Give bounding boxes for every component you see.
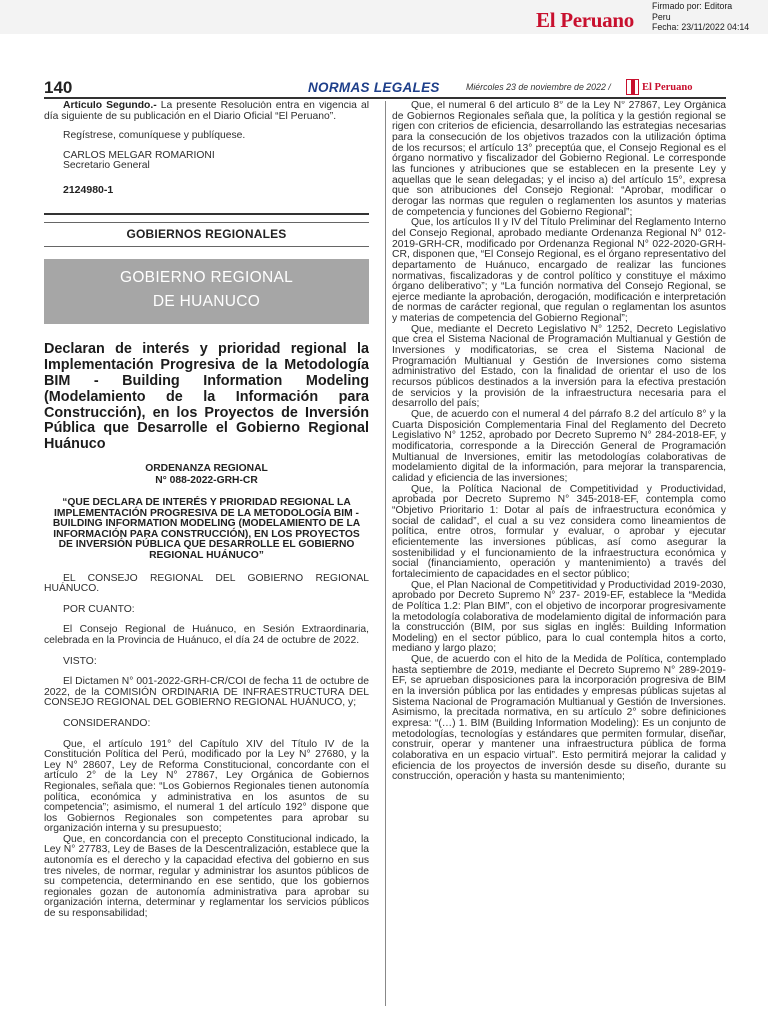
left-column bbox=[44, 101, 369, 1016]
issue-date: Miércoles 23 de noviembre de 2022 / bbox=[466, 82, 611, 92]
paragraph-consejo: El Consejo Regional de Huánuco, en Sesión Extraordinaria, celebrada en la Provincia de Huánuco, el día 24 de octubre de 2022. bbox=[44, 624, 369, 646]
considerando: CONSIDERANDO: bbox=[63, 717, 151, 729]
thin-rule bbox=[44, 246, 369, 247]
signature-line: Firmado por: Editora bbox=[652, 1, 733, 11]
flag-icon bbox=[626, 79, 639, 95]
paragraph-right-1: Que, el numeral 6 del artículo 8° de la Ley N° 27867, Ley Orgánica de Gobiernos Regionales señala que, la política y la gestión regional se rigen con criterios de eficiencia, desarrollando las estrategias necesarias para la consecución de los objetivos trazados con la utilización óptima de los recursos; el artículo 13° preceptúa que, el Consejo Regional es el órgano normativo y fiscalizador del Gobierno Regional. Le corresponde las funciones y atribuciones que se establecen en la presente Ley y aquellas que le sean delegadas; y el inciso a) del artículo 15°, expresa que son atribuciones del Consejo Regional: “Aprobar, modificar o derogar las normas que regulen o reglamenten los asuntos y materias de competencia y funciones del Gobierno Regional”; bbox=[392, 101, 726, 218]
articulo-text: La presente Resolución entra en vigencia al día siguiente de su publicación en el Diario Oficial “El Peruano”. bbox=[44, 101, 369, 122]
paragraph-right-3: Que, mediante el Decreto Legislativo N° 1252, Decreto Legislativo que crea el Sistema Nacional de Programación Multianual y Gestión de Inversiones y modificatorias, se crea el Sistema Nacional de Programación Multianual y Gestión de Inversiones como sistema administrativo del Estado, con la finalidad de orientar el uso de los recursos públicos destinados a la inversión para la efectiva prestación de servicios y la provisión de la infraestructura necesaria para el desarrollo del país; bbox=[392, 323, 726, 410]
ordenanza-title bbox=[44, 463, 369, 486]
visto: VISTO: bbox=[63, 655, 97, 667]
section-divider bbox=[44, 213, 369, 216]
paragraph-considerando-1: Que, el artículo 191° del Capítulo XIV del Título IV de la Constitución Política del Perú, modificado por la Ley N° 27680, y la Ley N° 28607, Ley de Reforma Constitucional, concordante con el artículo 2° de la Ley N° 27867, Ley Orgánica de Gobiernos Regionales, señala que: “Los Gobiernos Regionales tienen autonomía política, económica y administrativa en los asuntos de su competencia”; asimismo, el numeral 1 del artículo 192° dispone que los Gobiernos Regionales son competentes para aprobar su organización interna y su presupuesto; bbox=[44, 738, 369, 835]
por-cuanto: POR CUANTO: bbox=[63, 603, 135, 615]
ordenanza-quote: “QUE DECLARA DE INTERÉS Y PRIORIDAD REGIONAL LA IMPLEMENTACIÓN PROGRESIVA DE LA METODOLOGÍA BIM - BUILDING INFORMATION MODELING (MODELAMIENTO DE LA INFORMACIÓN PARA CONSTRUCCIÓN), EN LOS PROYECTOS DE INVERSIÓN PÚBLICA QUE DESARROLLE EL GOBIERNO REGIONAL HUÁNUCO” bbox=[52, 497, 361, 562]
registrese-line: Regístrese, comuníquese y publíquese. bbox=[63, 130, 246, 142]
publication-code: 2124980-1 bbox=[63, 183, 114, 196]
right-column bbox=[392, 101, 726, 1016]
paragraph-right-5: Que, la Política Nacional de Competitividad y Productividad, aprobada por Decreto Supremo N° 345-2018-EF, contempla como “Objetivo Prioritario 1: Dotar al país de infraestructura económica y social de calidad”, el cual a su vez considera como lineamientos de política, entre otros, formular y evaluar, o aprobar y ejecutar eficientemente las inversiones públicas, así como asegurar la sostenibilidad y el funcionamiento de la infraestructura económica y social (financiamiento, operación y mantenimiento) a través del fortalecimiento de capacidades en el sector público; bbox=[392, 483, 726, 580]
ordenanza-line-2: N° 088-2022-GRH-CR bbox=[155, 474, 258, 486]
paragraph-right-7: Que, de acuerdo con el hito de la Medida de Política, contemplado hasta septiembre de 2019, mediante el Decreto Supremo N° 289-2019-EF, se aprueban disposiciones para la incorporación progresiva de BIM en la inversión pública por las entidades y empresas públicas sujetas al Sistema Nacional de Programación Multianual y Gestión de Inversiones. Asimismo, la precitada normativa, en su artículo 2° sobre definiciones expresa: “(…) 1. BIM (Building Information Modeling): Es un conjunto de metodologías, tecnologías y estándares que permiten formular, diseñar, construir, operar y mantener una infraestructura pública de forma colaborativa en un espacio virtual”. Esto permitirá mejorar la calidad y eficiencia de los proyectos de inversión desde su diseño, durante su construcción, operación y hasta su mantenimiento; bbox=[392, 654, 726, 783]
page-number: 140 bbox=[44, 78, 73, 97]
paragraph-dictamen: El Dictamen N° 001-2022-GRH-CR/COI de fecha 11 de octubre de 2022, de la COMISIÓN ORDINARIA DE INFRAESTRUCTURA DEL CONSEJO REGIONAL DEL GOBIERNO REGIONAL HUÁNUCO, y; bbox=[44, 676, 369, 709]
signer-title: Secretario General bbox=[63, 160, 150, 172]
consejo-line: EL CONSEJO REGIONAL DEL GOBIERNO REGIONAL HUÁNUCO. bbox=[44, 572, 369, 595]
paragraph-considerando-2: Que, en concordancia con el precepto Constitucional indicado, la Ley N° 27783, Ley de Bases de la Descentralización, establece que la autonomía es el derecho y la capacidad efectiva del gobierno en sus tres niveles, de normar, regular y administrar los asuntos públicos de su competencia, determinando en ese sentido, que los gobiernos regionales gozan de autonomía administrativa para aprobar su organización interna, determinar y reglamentar los servicios públicos de su responsabilidad; bbox=[44, 833, 369, 920]
institution-line-1: GOBIERNO REGIONAL bbox=[119, 269, 294, 287]
signer-name: CARLOS MELGAR ROMARIONI bbox=[63, 149, 215, 161]
section-title: GOBIERNOS REGIONALES bbox=[126, 227, 287, 242]
articulo-segundo bbox=[44, 101, 369, 122]
section-name: NORMAS LEGALES bbox=[308, 80, 440, 95]
articulo-lead: Artículo Segundo.- bbox=[63, 101, 157, 111]
thin-rule bbox=[44, 222, 369, 223]
paragraph-right-6: Que, el Plan Nacional de Competitividad y Productividad 2019-2030, aprobado por Decreto Supremo N° 237- 2019-EF, establece la “Medida de Política 1.2: Plan BIM”, con el objetivo de incorporar progresivamente la metodología colaborativa de modelamiento digital de información para la construcción (BIM, por sus siglas en inglés: Building Information Modeling) en el sector público, para lo cual contempla hitos a corto, mediano y largo plazo; bbox=[392, 579, 726, 655]
article-headline: Declaran de interés y prioridad regional la Implementación Progresiva de la Metodología BIM - Building Information Modeling (Modelamiento de la Información para Construcción), en los Proyectos de Inversión Pública que Desarrolle el Gobierno Regional Huánuco bbox=[44, 341, 369, 453]
paragraph-right-2: Que, los artículos II y IV del Título Preliminar del Reglamento Interno del Consejo Regional, aprobado mediante Ordenanza Regional N° 012-2019-GRH-CR, modificado por Ordenanza Regional N° 022-2020-GRH-CR, disponen que, “El Consejo Regional, es el órgano representativo del departamento de Huánuco, encargado de realizar las funciones normativas, fiscalizadoras y de control político y constituye el máximo órgano deliberativo”; y “La función normativa del Consejo Regional, se ejerce mediante la aprobación, derogación, modificación e interpretación de normas de carácter regional, que regulan o reglamentan los asuntos y materias de competencia del Gobierno Regional”; bbox=[392, 217, 726, 325]
column-rule bbox=[385, 101, 386, 1006]
institution-line-2: DE HUANUCO bbox=[152, 293, 261, 311]
institution-banner bbox=[44, 259, 369, 324]
page-header bbox=[44, 77, 726, 99]
signature-line: Fecha: 23/11/2022 04:14 bbox=[652, 22, 750, 32]
digital-signature bbox=[652, 1, 749, 33]
signature-line: Peru bbox=[652, 11, 671, 22]
paragraph-right-4: Que, de acuerdo con el numeral 4 del párrafo 8.2 del artículo 8° y la Cuarta Disposición Complementaria Final del Reglamento del Decreto Legislativo N° 1252, aprobado por Decreto Supremo N° 284-2018-EF, y modificatoria, corresponde a la Dirección General de Programación Multianual de Inversiones, emitir las metodologías colaborativas de modelamiento digital de la información, para mejorar la transparencia, calidad y eficiencia de las inversiones; bbox=[392, 409, 726, 484]
signature-strip bbox=[0, 0, 768, 34]
header-brand: El Peruano bbox=[642, 82, 693, 93]
el-peruano-logo: El Peruano bbox=[536, 8, 634, 32]
ordenanza-line-1: ORDENANZA REGIONAL bbox=[145, 463, 268, 475]
